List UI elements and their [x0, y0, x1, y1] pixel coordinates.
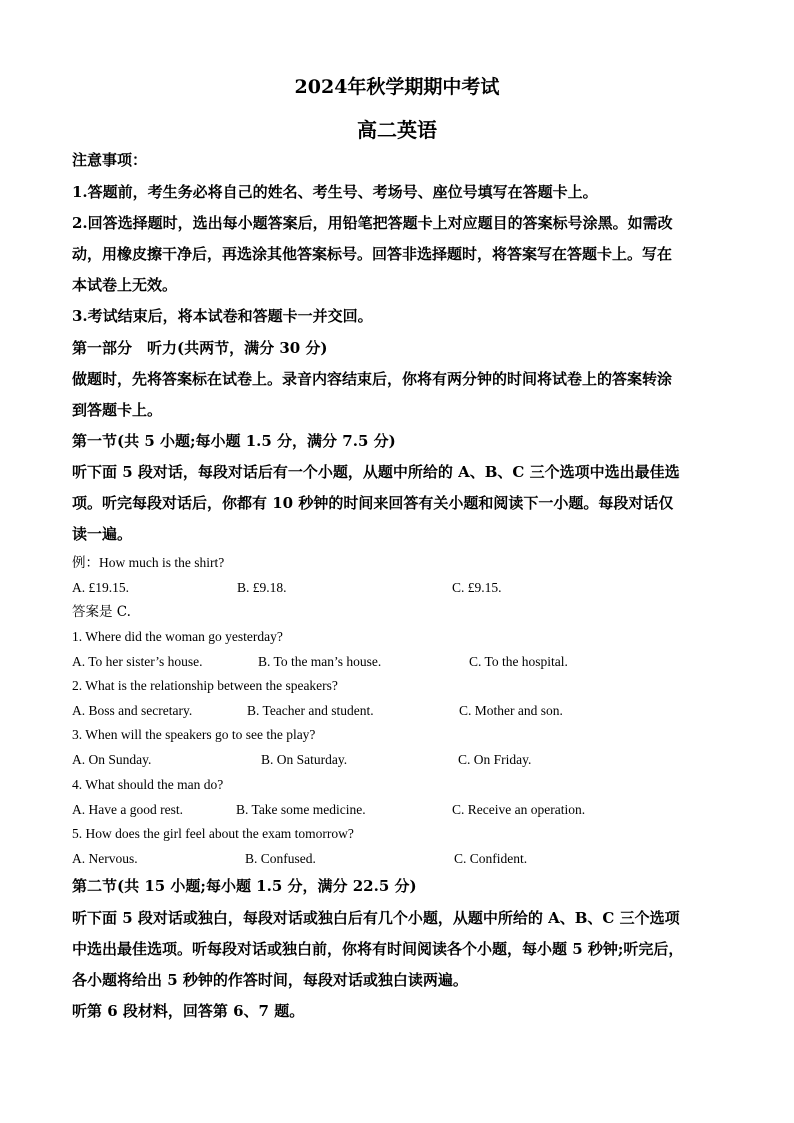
section2-instr-line-1: 听下面 5 段对话或独白，每段对话或独白后有几个小题，从题中所给的 A、B、C 三个选项 — [72, 909, 680, 927]
q5-option-a: A. Nervous. — [72, 851, 138, 866]
question-1: 1. Where did the woman go yesterday? — [72, 629, 283, 644]
section2-task: 听第 6 段材料，回答第 6、7 题。 — [72, 1002, 305, 1020]
notes-item-1: 1.答题前，考生务必将自己的姓名、考生号、考场号、座位号填写在答题卡上。 — [72, 183, 598, 201]
q4-option-a: A. Have a good rest. — [72, 802, 183, 817]
exam-subject: 高二英语 — [357, 118, 437, 142]
section1-instr-line-2: 项。听完每段对话后，你都有 10 秒钟的时间来回答有关小题和阅读下一小题。每段对话仅 — [72, 494, 674, 512]
q1-option-c: C. To the hospital. — [469, 654, 568, 669]
question-4: 4. What should the man do? — [72, 777, 224, 792]
notes-item-3: 3.考试结束后，将本试卷和答题卡一并交回。 — [72, 307, 373, 325]
notes-item-2-line-1: 2.回答选择题时，选出每小题答案后，用铅笔把答题卡上对应题目的答案标号涂黑。如需改 — [72, 214, 673, 232]
example-option-a: A. £19.15. — [72, 580, 129, 595]
section2-heading: 第二节(共 15 小题;每小题 1.5 分，满分 22.5 分) — [72, 877, 417, 895]
q1-option-a: A. To her sister’s house. — [72, 654, 203, 669]
example-question: 例：How much is the shirt? — [72, 555, 225, 570]
q2-option-a: A. Boss and secretary. — [72, 703, 193, 718]
question-5: 5. How does the girl feel about the exam tomorrow? — [72, 826, 354, 841]
part1-intro-line-1: 做题时，先将答案标在试卷上。录音内容结束后，你将有两分钟的时间将试卷上的答案转涂 — [72, 370, 673, 388]
question-4-options — [72, 801, 722, 819]
example-option-c: C. £9.15. — [452, 580, 502, 595]
section2-instr-line-2: 中选出最佳选项。听每段对话或独白前，你将有时间阅读各个小题，每小题 5 秒钟;听完后， — [72, 940, 684, 958]
q4-option-c: C. Receive an operation. — [452, 802, 586, 817]
q5-option-b: B. Confused. — [245, 851, 316, 866]
part1-heading: 第一部分 听力(共两节，满分 30 分) — [72, 339, 328, 357]
q3-option-c: C. On Friday. — [458, 752, 532, 767]
example-answer: 答案是 C. — [72, 604, 131, 620]
q3-option-a: A. On Sunday. — [72, 752, 152, 767]
question-1-options — [72, 653, 722, 671]
example-options — [72, 579, 722, 597]
question-3-options — [72, 751, 722, 769]
q4-option-b: B. Take some medicine. — [236, 802, 366, 817]
section2-instr-line-3: 各小题将给出 5 秒钟的作答时间，每段对话或独白读两遍。 — [72, 971, 468, 989]
section1-heading: 第一节(共 5 小题;每小题 1.5 分，满分 7.5 分) — [72, 432, 396, 450]
section1-instr-line-3: 读一遍。 — [72, 525, 133, 543]
question-2: 2. What is the relationship between the speakers? — [72, 678, 338, 693]
notes-heading: 注意事项： — [72, 151, 148, 169]
example-option-b: B. £9.18. — [237, 580, 287, 595]
part1-intro-line-2: 到答题卡上。 — [72, 401, 163, 419]
q2-option-b: B. Teacher and student. — [247, 703, 374, 718]
exam-title: 2024年秋学期期中考试 — [294, 76, 500, 98]
q5-option-c: C. Confident. — [454, 851, 528, 866]
notes-item-2-line-2: 动，用橡皮擦干净后，再选涂其他答案标号。回答非选择题时，将答案写在答题卡上。写在 — [72, 245, 673, 263]
question-5-options — [72, 850, 722, 868]
q1-option-b: B. To the man’s house. — [258, 654, 382, 669]
section1-instr-line-1: 听下面 5 段对话，每段对话后有一个小题，从题中所给的 A、B、C 三个选项中选出最佳选 — [72, 463, 680, 481]
q2-option-c: C. Mother and son. — [459, 703, 563, 718]
question-2-options — [72, 702, 722, 720]
notes-item-2-line-3: 本试卷上无效。 — [72, 276, 178, 294]
q3-option-b: B. On Saturday. — [261, 752, 348, 767]
question-3: 3. When will the speakers go to see the play? — [72, 727, 316, 742]
